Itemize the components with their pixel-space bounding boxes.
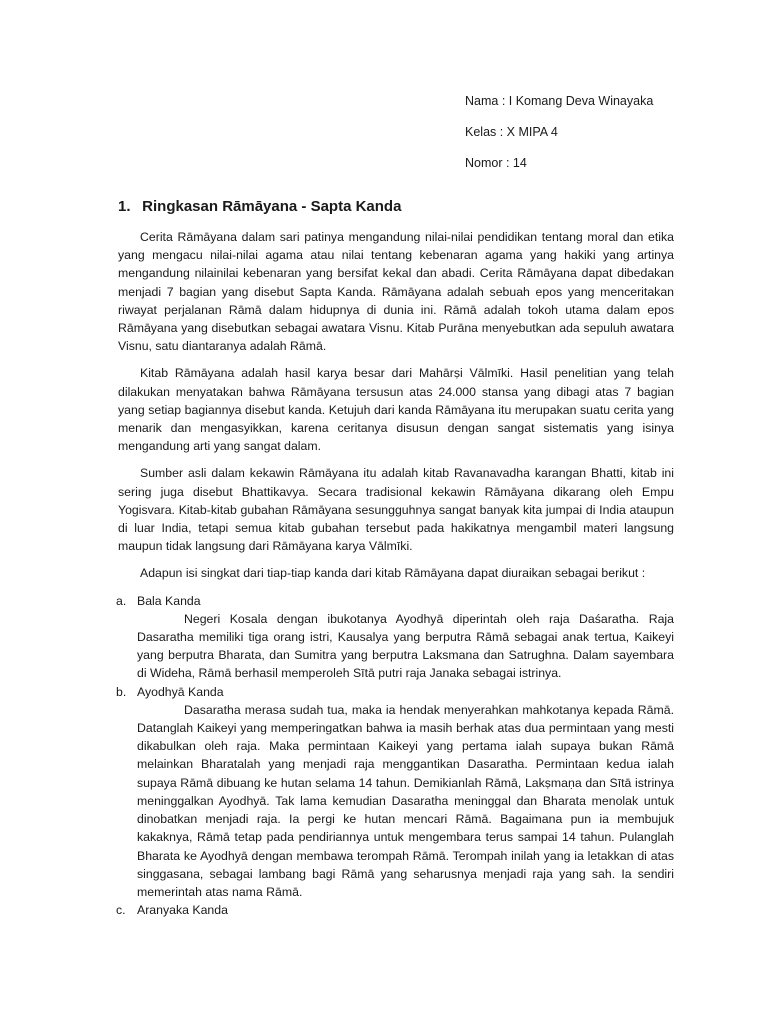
kanda-letter: c. <box>116 903 126 918</box>
kanda-title: Bala Kanda <box>137 593 201 608</box>
kanda-title: Ayodhyā Kanda <box>137 684 224 699</box>
student-class: Kelas : X MIPA 4 <box>465 125 558 139</box>
student-info <box>465 86 755 179</box>
paragraph: Sumber asli dalam kekawin Rāmāyana itu adalah kitab Ravanavadha karangan Bhatti, kitab ini sering juga disebut Bhattikavya. Secara tradisional kekawin Rāmāyana dikarang oleh Empu Yogisvara. Kitab-kitab gubahan Rāmāyana sesungguhnya sangat banyak kita jumpai di India ataupun di luar India, tetapi semua kitab gubahan tersebut pada hakikatnya mengambil materi langsung maupun tidak langsung dari Rāmāyana karya Vālmīki. <box>118 466 674 554</box>
kanda-item <box>118 901 674 919</box>
section-number: 1. <box>118 198 131 215</box>
student-name: Nama : I Komang Deva Winayaka <box>465 94 654 108</box>
kanda-item <box>118 592 674 683</box>
kanda-text: Negeri Kosala dengan ibukotanya Ayodhyā diperintah oleh raja Daśaratha. Raja Dasaratha memiliki tiga orang istri, Kausalya yang berputra Rāmā sebagai anak tertua, Kaikeyi yang berputra Bharata, dan Sumitra yang berputra Laksmana dan Satrughna. Dalam sayembara di Wideha, Rāmā berhasil memperoleh Sītā putri raja Janaka sebagai istrinya. <box>137 611 674 681</box>
kanda-letter: b. <box>116 684 127 699</box>
kanda-text: Dasaratha merasa sudah tua, maka ia hendak menyerahkan mahkotanya kepada Rāmā. Datanglah Kaikeyi yang memperingatkan bahwa ia masih berhak atas dua permintaan yang mesti dikabulkan oleh raja. Maka permintaan Kaikeyi yang pertama ialah supaya bukan Rāmā melainkan Bharatalah yang menjadi raja menggantikan Dasaratha. Permintaan kedua ialah supaya Rāmā dibuang ke hutan selama 14 tahun. Demikianlah Rāmā, Lakṣmaṇa dan Sītā istrinya meninggalkan Ayodhyā. Tak lama kemudian Dasaratha meninggal dan Bharata menolak untuk dinobatkan menjadi raja. Ia pergi ke hutan mencari Rāmā. Bagaimana pun ia membujuk kakaknya, Rāmā tetap pada pendiriannya untuk mengembara terus sampai 14 tahun. Pulanglah Bharata ke Ayodhyā dengan membawa terompah Rāmā. Terompah inilah yang ia letakkan di atas singgasana, sebagai lambang bagi Rāmā yang seharusnya menjadi raja yang sah. Ia sendiri memerintah atas nama Rāmā. <box>137 702 674 899</box>
section-heading <box>118 198 401 215</box>
paragraph: Adapun isi singkat dari tiap-tiap kanda dari kitab Rāmāyana dapat diuraikan sebagai berikut : <box>140 566 646 581</box>
kanda-item <box>118 683 674 901</box>
student-number: Nomor : 14 <box>465 156 527 170</box>
paragraph: Kitab Rāmāyana adalah hasil karya besar dari Mahārṣi Vālmīki. Hasil penelitian yang telah dilakukan menyatakan bahwa Rāmāyana tersusun atas 24.000 stansa yang dibagi atas 7 bagian yang setiap bagiannya disebut kanda. Ketujuh dari kanda Rāmāyana itu merupakan suatu cerita yang menarik dan mengasyikkan, karena ceritanya disusun dengan sangat sistematis yang isinya mengandung arti yang sangat dalam. <box>118 366 674 454</box>
kanda-title: Aranyaka Kanda <box>137 903 228 918</box>
kanda-letter: a. <box>116 593 127 608</box>
paragraph: Cerita Rāmāyana dalam sari patinya mengandung nilai-nilai pendidikan tentang moral dan etika yang mengacu nilai-nilai agama atau nilai tentang kebenaran agama yang hakiki yang artinya mengandung nilainilai kebenaran yang bersifat kekal dan abadi. Cerita Rāmāyana dapat dibedakan menjadi 7 bagian yang disebut Sapta Kanda. Rāmāyana adalah sebuah epos yang menceritakan riwayat perjalanan Rāmā dalam hidupnya di dunia ini. Rāmā adalah tokoh utama dalam epos Rāmāyana yang disebutkan sebagai awatara Visnu. Kitab Purāna menyebutkan ada sepuluh awatara Visnu, satu diantaranya adalah Rāmā. <box>118 230 674 354</box>
document-body <box>118 228 674 919</box>
section-title-text: Ringkasan Rāmāyana - Sapta Kanda <box>142 198 402 215</box>
